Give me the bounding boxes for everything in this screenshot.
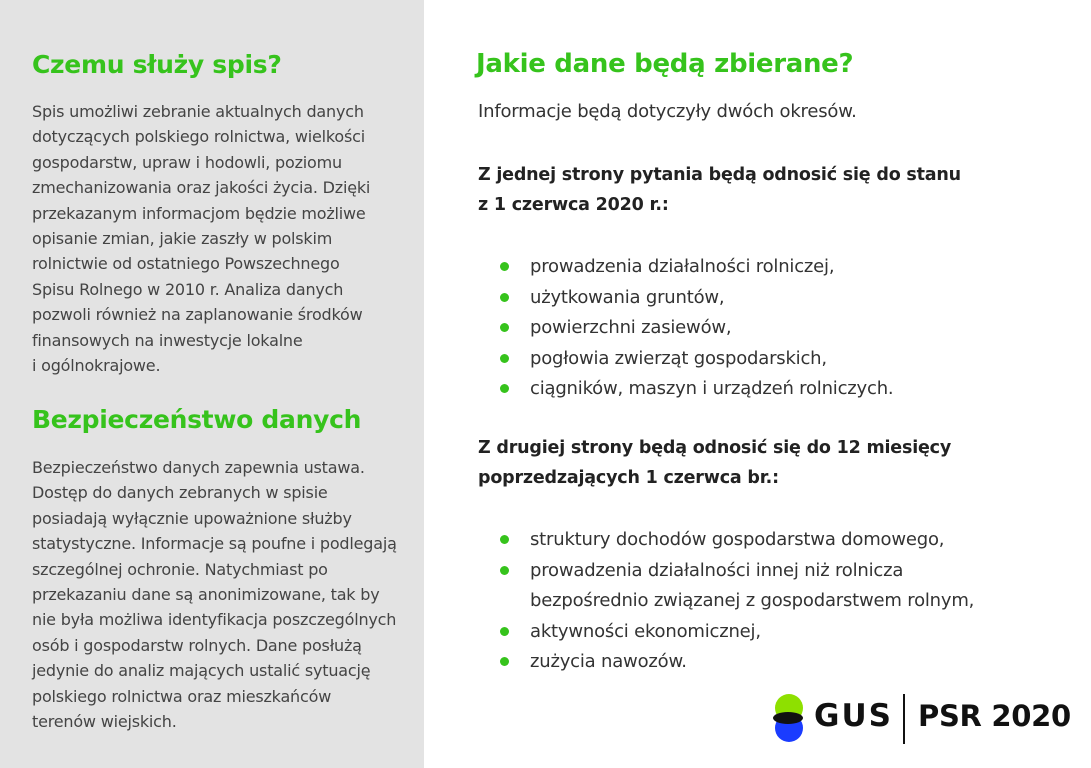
gus-logo-icon — [772, 692, 806, 744]
section-body-security: Bezpieczeństwo danych zapewnia ustawa. Dostęp do danych zebranych w spisie posiadają wyłącznie upoważnione służby statystyczne. Informacje są poufne i podlegają szczególnej ochronie. Natychmiast po przekazaniu dane są anonimizowane, tak by nie była możliwa identyfikacja poszczególnych osób i gospodarstw rolnych. Dane posłużą jedynie do analiz mających ustalić sytuację polskiego rolnictwa oraz mieszkańców terenów wiejskich. — [32, 458, 397, 732]
section-body-purpose: Spis umożliwi zebranie aktualnych danych dotyczących polskiego rolnictwa, wielkości gospodarstw, upraw i hodowli, poziomu zmechanizowania oraz jakości życia. Dzięki przekazanym informacjom będzie możliwe opisanie zmian, jakie zaszły w polskim rolnictwie od ostatniego Powszechnego Spisu Rolnego w 2010 r. Analiza danych pozwoli również na zaplanowanie środków finansowych na inwestycje lokalne i ogólnokrajowe. — [32, 102, 371, 376]
period1-list — [498, 252, 893, 405]
intro-text: Informacje będą dotyczyły dwóch okresów. — [478, 101, 857, 122]
list-item: ciągników, maszyn i urządzeń rolniczych. — [498, 374, 893, 405]
left-panel — [0, 0, 424, 768]
section-title-purpose: Czemu służy spis? — [32, 50, 282, 79]
gus-wordmark: GUS — [814, 698, 893, 734]
list-item: aktywności ekonomicznej, — [498, 617, 974, 648]
list-item: użytkowania gruntów, — [498, 283, 893, 314]
list-item: pogłowia zwierząt gospodarskich, — [498, 344, 893, 375]
logo-divider — [903, 694, 905, 744]
gus-psr-logo — [772, 692, 1071, 744]
list-item: prowadzenia działalności innej niż rolnicza bezpośrednio związanej z gospodarstwem rolnym, — [498, 556, 974, 617]
period2-heading: Z drugiej strony będą odnosić się do 12 miesięcy poprzedzających 1 czerwca br.: — [478, 438, 952, 488]
psr-wordmark: PSR 2020 — [918, 699, 1071, 733]
period1-heading: Z jednej strony pytania będą odnosić się do stanu z 1 czerwca 2020 r.: — [478, 165, 961, 215]
list-item: zużycia nawozów. — [498, 647, 974, 678]
section-title-collected-data: Jakie dane będą zbierane? — [476, 49, 854, 79]
list-item: prowadzenia działalności rolniczej, — [498, 252, 893, 283]
list-item: struktury dochodów gospodarstwa domowego, — [498, 525, 974, 556]
list-item: powierzchni zasiewów, — [498, 313, 893, 344]
section-title-security: Bezpieczeństwo danych — [32, 405, 362, 434]
period2-list — [498, 525, 974, 678]
